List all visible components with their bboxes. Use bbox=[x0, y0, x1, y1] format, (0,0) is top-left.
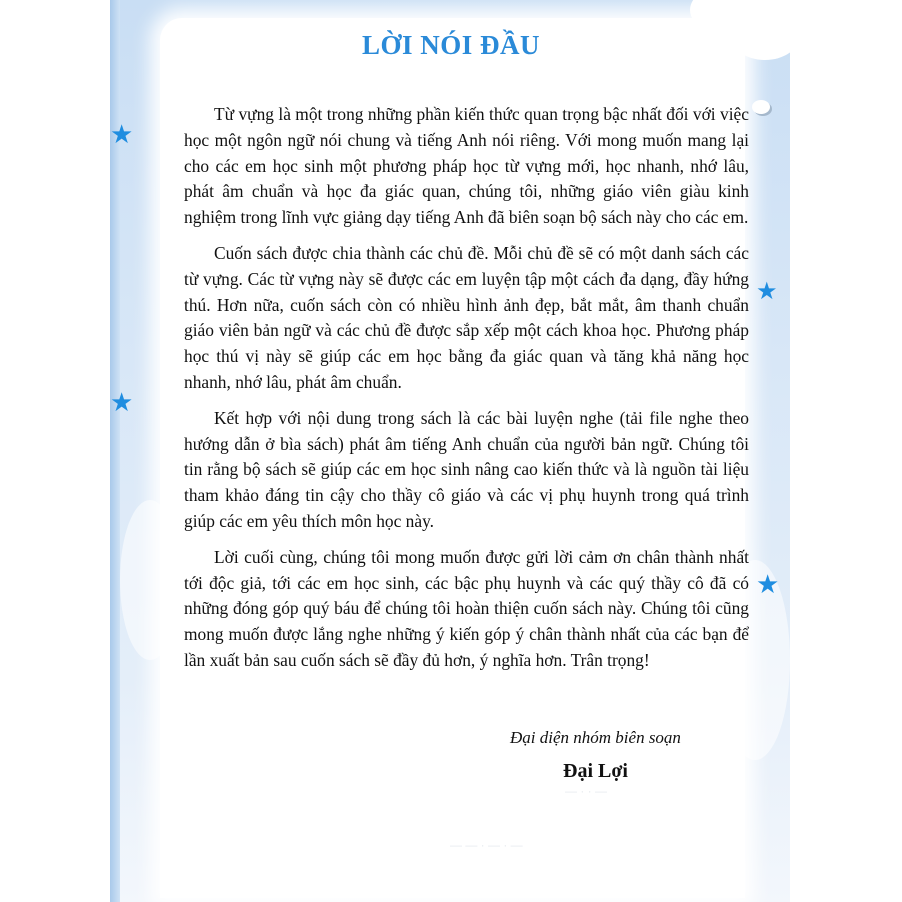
signature-role: Đại diện nhóm biên soạn bbox=[510, 728, 681, 747]
moon-icon bbox=[752, 100, 770, 114]
paragraph: Kết hợp với nội dung trong sách là các bài luyện nghe (tải file nghe theo hướng dẫn ở bìa sách) phát âm tiếng Anh chuẩn của người bản ngữ. Chúng tôi tin rằng bộ sách sẽ giúp các em học sinh nâng cao kiến thức và là nguồn tài liệu tham khảo đáng tin cậy cho thầy cô giáo và các vị phụ huynh trong quá trình giúp các em yêu thích môn học này. bbox=[184, 407, 749, 531]
star-icon: ★ bbox=[110, 388, 134, 418]
star-icon: ★ bbox=[756, 277, 778, 305]
show-through-mark: ― · · ― bbox=[565, 784, 607, 798]
preface-body bbox=[184, 102, 749, 684]
show-through-mark: ― ― · ― · ― bbox=[450, 838, 523, 852]
page-title: LỜI NÓI ĐẦU bbox=[361, 30, 541, 60]
paragraph: Từ vựng là một trong những phần kiến thức quan trọng bậc nhất đối với việc học một ngôn ngữ nói chung và tiếng Anh nói riêng. Với mong muốn mang lại cho các em học sinh một phương pháp học từ vựng mới, học nhanh, nhớ lâu, phát âm chuẩn và học đa giác quan, chúng tôi, những giáo viên giàu kinh nghiệm trong lĩnh vực giảng dạy tiếng Anh đã biên soạn bộ sách này cho các em. bbox=[184, 104, 749, 228]
paragraph: Lời cuối cùng, chúng tôi mong muốn được gửi lời cảm ơn chân thành nhất tới độc giả, tới các em học sinh, các bậc phụ huynh và các quý thầy cô đã có những đóng góp quý báu để chúng tôi hoàn thiện cuốn sách này. Chúng tôi cũng mong muốn được lắng nghe những ý kiến góp ý chân thành nhất của các bạn để lần xuất bản sau cuốn sách sẽ đầy đủ hơn, ý nghĩa hơn. Trân trọng! bbox=[184, 546, 749, 670]
paragraph: Cuốn sách được chia thành các chủ đề. Mỗi chủ đề sẽ có một danh sách các từ vựng. Các từ vựng này sẽ được các em luyện tập một cách đa dạng, đầy hứng thú. Hơn nữa, cuốn sách còn có nhiều hình ảnh đẹp, bắt mắt, âm thanh chuẩn giáo viên bản ngữ và các chủ đề được sắp xếp một cách khoa học. Phương pháp học thú vị này sẽ giúp các em học bằng đa giác quan và tăng khả năng học nhanh, nhớ lâu, phát âm chuẩn. bbox=[184, 242, 749, 392]
star-icon: ★ bbox=[756, 570, 780, 600]
signature-name: Đại Lợi bbox=[563, 760, 628, 782]
star-icon: ★ bbox=[110, 120, 134, 150]
